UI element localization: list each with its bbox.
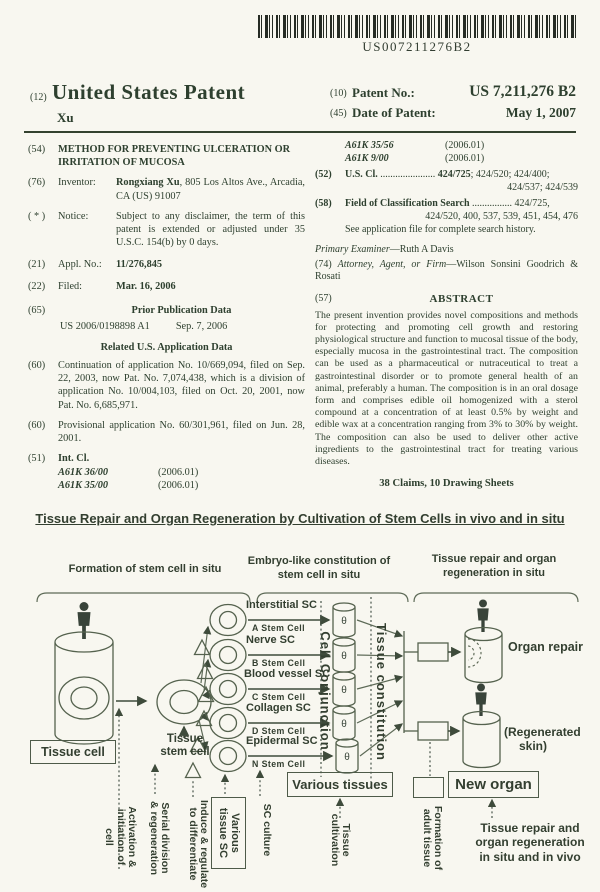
inventor-surname: Xu xyxy=(57,110,74,125)
column-header-embryo: Embryo-like constitution of stem cell in situ xyxy=(247,555,391,581)
prior-publication: US 2006/0198898 A1 Sep. 7, 2006 xyxy=(60,320,228,332)
induce-regulate-label: Induce & regulate to differentiate xyxy=(186,799,210,889)
cell-glyph: θ xyxy=(341,651,347,662)
various-tissues-box: Various tissues xyxy=(287,772,393,797)
figure-title: Tissue Repair and Organ Regeneration by Cultivation of Stem Cells in vivo and in situ xyxy=(35,511,565,526)
date-label: Date of Patent: xyxy=(352,105,436,120)
field-51: (51) Int. Cl. xyxy=(28,453,90,465)
field-58: (58) Field of Classification Search ................ 424/725, 424/520, 400, 537, 539, 451, 454, 476 See application file for complete search history. xyxy=(315,198,578,235)
invention-title: METHOD FOR PREVENTING ULCERATION OR IRRITATION OF MUCOSA xyxy=(58,144,291,169)
sc-row-cell: A Stem Cell xyxy=(252,623,305,633)
field-60b: (60) Provisional application No. 60/301,961, filed on Jun. 28, 2001. xyxy=(28,419,305,444)
formation-box xyxy=(413,777,444,798)
sc-row-label: Blood vessel SC xyxy=(244,668,331,680)
barcode-text: US007211276B2 xyxy=(362,39,472,54)
various-tissue-sc-box: Various tissue SC xyxy=(211,797,246,869)
tissue-constitution-label: Tissue constitution xyxy=(374,623,389,761)
sc-row-label: Nerve SC xyxy=(246,634,295,646)
right-column xyxy=(315,140,578,490)
regenerated-skin-cylinder xyxy=(463,712,500,768)
patent-no-tag: (10) xyxy=(330,88,347,99)
serial-division-label: Serial division & regeneration xyxy=(147,800,171,876)
new-organ-box: New organ xyxy=(448,771,539,798)
kind-code-tag: (12) xyxy=(30,92,47,103)
field-57: (57) ABSTRACT xyxy=(315,292,494,305)
stem-cell-inner xyxy=(170,691,198,714)
field-76: (76) Inventor: Rongxiang Xu, 805 Los Altos Ave., Arcadia, CA (US) 91007 xyxy=(28,177,305,202)
sc-row-cell: C Stem Cell xyxy=(252,692,306,702)
field-52: (52) U.S. Cl. ...................... 424/725; 424/520; 424/400; 424/537; 424/539 xyxy=(315,169,578,193)
tissue-cell-inner xyxy=(71,687,97,709)
regenerated-skin-label2: skin) xyxy=(519,739,548,753)
column-header-formation: Formation of stem cell in situ xyxy=(68,563,222,575)
int-cl-row: A61K 36/00 (2006.01) xyxy=(58,467,199,479)
body-cylinder xyxy=(55,632,113,744)
process-box xyxy=(418,643,448,661)
tissue-cultivation-label: Tissue cultivation xyxy=(328,813,352,867)
bracket-formation xyxy=(37,593,250,602)
triangle-icon xyxy=(198,664,213,679)
formation-adult-tissue-label: Formation of adult tissue xyxy=(420,805,444,871)
abstract-text: The present invention provides novel compositions and methods for protecting and promoting cell growth and restoring physiological structure and function to mucosal tissue of the body, especially mucosa in the gastrointestinal tract. The composition can be used as a pharmaceutical or nutraceutical to treat a gastrointestinal disorder or to promote general health of an animal, preferably a human. The composition is in an oral dosage form and comprises edible oil homogenized with a sterol compound at a concentration of at least 0.5% by weight and edible wax at a concentration ranging from 3% to 30% by weight. The composition can also be used to deliver other active ingredients to the gastrointestinal tract for treating various diseases. xyxy=(315,309,578,467)
field-54: (54) METHOD FOR PREVENTING ULCERATION OR IRRITATION OF MUCOSA xyxy=(28,143,305,169)
field-22: (22) Filed: Mar. 16, 2006 xyxy=(28,281,176,293)
attorney-line: (74) Attorney, Agent, or Firm—Wilson Sonsini Goodrich & Rosati xyxy=(315,258,579,283)
primary-examiner: Primary Examiner—Ruth A Davis xyxy=(315,244,454,256)
date-tag: (45) xyxy=(330,108,347,119)
sc-row-label: Epidermal SC xyxy=(246,735,318,747)
sc-row-cell: D Stem Cell xyxy=(252,726,306,736)
bottom-right-caption: Tissue repair and organ regeneration in situ and in vivo xyxy=(475,821,585,864)
cell-glyph: θ xyxy=(341,685,347,696)
related-data-heading: Related U.S. Application Data xyxy=(100,341,233,353)
tissue-stem-cell-label: Tissue stem cell xyxy=(160,733,210,759)
field-21: (21) Appl. No.: 11/276,845 xyxy=(28,259,163,271)
sc-row-cell: N Stem Cell xyxy=(252,759,306,769)
sc-circle xyxy=(210,674,246,705)
triangle-icon xyxy=(195,640,210,655)
regenerated-skin-label: (Regenerated xyxy=(504,725,581,739)
field-notice: ( * ) Notice: Subject to any disclaimer, the term of this patent is extended or adjusted under 35 U.S.C. 154(b) by 0 days. xyxy=(28,210,305,249)
tissue-cell-box: Tissue cell xyxy=(30,740,116,764)
organ-repair-label: Organ repair xyxy=(508,640,584,654)
inventor-info: Rongxiang Xu, 805 Los Altos Ave., Arcadia, CA (US) 91007 xyxy=(116,177,305,202)
barcode xyxy=(258,15,576,38)
document-title: United States Patent xyxy=(52,80,246,104)
int-cl-row: A61K 9/00 (2006.01) xyxy=(345,152,485,164)
cell-glyph: θ xyxy=(341,719,347,730)
claims-line: 38 Claims, 10 Drawing Sheets xyxy=(379,478,514,490)
patent-no-label: Patent No.: xyxy=(352,85,415,100)
sc-circle xyxy=(210,640,246,671)
person-icon xyxy=(78,602,91,639)
activation-label: Activation & initiation of cell xyxy=(103,806,138,868)
figure-diagram xyxy=(0,505,600,892)
bracket-repair xyxy=(414,593,578,602)
int-cl-row: A61K 35/00 (2006.01) xyxy=(58,480,199,492)
column-header-repair: Tissue repair and organ regeneration in situ xyxy=(431,553,557,579)
int-cl-row: A61K 35/56 (2006.01) xyxy=(345,140,485,151)
sc-culture-label: SC culture xyxy=(261,803,273,857)
cell-conjunction-label: Cell Conjunction xyxy=(318,631,333,751)
sc-row-cell: B Stem Cell xyxy=(252,658,306,668)
field-60a: (60) Continuation of application No. 10/669,094, filed on Sep. 22, 2003, now Pat. No. 7,074,438, which is a division of application No. 10/004,103, filed on Oct. 20, 2001, now Pat. No. 6,685,971. xyxy=(28,360,305,411)
tissue-cell-outer xyxy=(59,677,109,719)
patent-date: May 1, 2007 xyxy=(505,105,576,120)
triangle-icon xyxy=(197,711,212,726)
process-box xyxy=(418,722,448,740)
sc-circle xyxy=(210,605,246,636)
header-divider xyxy=(24,131,576,133)
sc-row-label: Interstitial SC xyxy=(246,599,317,611)
triangle-icon xyxy=(186,763,201,778)
organ-repair-cylinder xyxy=(465,628,502,683)
cell-glyph: θ xyxy=(341,616,347,627)
patent-number: US 7,211,276 B2 xyxy=(469,83,576,100)
cell-glyph: θ xyxy=(344,752,350,763)
sc-row-label: Collagen SC xyxy=(246,702,311,714)
field-65: (65) Prior Publication Data xyxy=(28,304,232,316)
left-column xyxy=(28,143,305,493)
